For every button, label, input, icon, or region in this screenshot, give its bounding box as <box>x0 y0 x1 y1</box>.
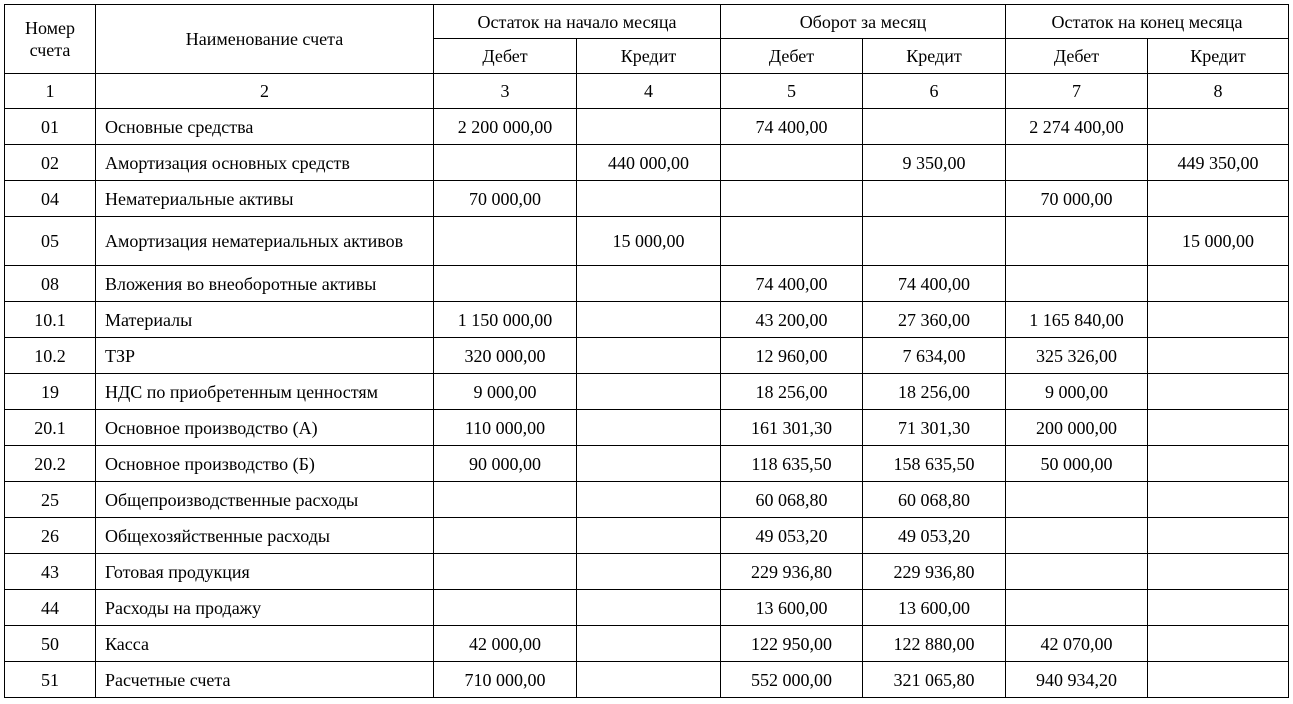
turnover-debit: 49 053,20 <box>721 518 863 554</box>
turnover-credit: 18 256,00 <box>863 374 1006 410</box>
account-code: 04 <box>5 181 96 217</box>
header-row-column-numbers <box>5 74 1289 109</box>
account-name: Расходы на продажу <box>96 590 434 626</box>
account-name: Общепроизводственные расходы <box>96 482 434 518</box>
header-turnover: Оборот за месяц <box>721 5 1006 39</box>
closing-debit <box>1006 145 1148 181</box>
turnover-credit: 49 053,20 <box>863 518 1006 554</box>
opening-credit <box>577 181 721 217</box>
closing-debit <box>1006 590 1148 626</box>
table-row <box>5 109 1289 145</box>
closing-debit <box>1006 554 1148 590</box>
table-row <box>5 217 1289 266</box>
header-opening-debit: Дебет <box>434 39 577 74</box>
opening-debit <box>434 554 577 590</box>
closing-credit <box>1148 109 1289 145</box>
closing-credit <box>1148 302 1289 338</box>
account-name: Основное производство (А) <box>96 410 434 446</box>
account-code: 20.2 <box>5 446 96 482</box>
opening-debit: 2 200 000,00 <box>434 109 577 145</box>
closing-debit: 200 000,00 <box>1006 410 1148 446</box>
opening-debit <box>434 266 577 302</box>
table-row <box>5 410 1289 446</box>
column-number: 2 <box>96 74 434 109</box>
account-code: 02 <box>5 145 96 181</box>
header-turnover-credit: Кредит <box>863 39 1006 74</box>
turnover-credit <box>863 181 1006 217</box>
turnover-credit: 71 301,30 <box>863 410 1006 446</box>
closing-credit <box>1148 590 1289 626</box>
closing-debit: 70 000,00 <box>1006 181 1148 217</box>
account-code: 44 <box>5 590 96 626</box>
turnover-credit: 60 068,80 <box>863 482 1006 518</box>
table-body <box>5 109 1289 698</box>
opening-credit <box>577 554 721 590</box>
column-number: 1 <box>5 74 96 109</box>
column-number: 3 <box>434 74 577 109</box>
table-row <box>5 338 1289 374</box>
closing-debit: 1 165 840,00 <box>1006 302 1148 338</box>
account-code: 20.1 <box>5 410 96 446</box>
closing-credit <box>1148 338 1289 374</box>
opening-debit <box>434 518 577 554</box>
opening-credit <box>577 626 721 662</box>
header-row-groups <box>5 5 1289 39</box>
table-row <box>5 266 1289 302</box>
turnover-credit: 7 634,00 <box>863 338 1006 374</box>
closing-credit <box>1148 626 1289 662</box>
header-account-number: Номер счета <box>5 5 96 74</box>
column-number: 6 <box>863 74 1006 109</box>
closing-debit: 50 000,00 <box>1006 446 1148 482</box>
opening-debit <box>434 482 577 518</box>
closing-debit <box>1006 266 1148 302</box>
opening-credit <box>577 518 721 554</box>
opening-credit <box>577 446 721 482</box>
table-row <box>5 518 1289 554</box>
closing-credit <box>1148 662 1289 698</box>
account-name: Основное производство (Б) <box>96 446 434 482</box>
table-row <box>5 302 1289 338</box>
closing-credit: 449 350,00 <box>1148 145 1289 181</box>
turnover-debit: 13 600,00 <box>721 590 863 626</box>
turnover-debit: 74 400,00 <box>721 109 863 145</box>
closing-credit <box>1148 266 1289 302</box>
turnover-credit: 74 400,00 <box>863 266 1006 302</box>
opening-credit <box>577 266 721 302</box>
closing-debit: 9 000,00 <box>1006 374 1148 410</box>
table-row <box>5 626 1289 662</box>
account-code: 51 <box>5 662 96 698</box>
account-name: Амортизация основных средств <box>96 145 434 181</box>
turnover-credit: 13 600,00 <box>863 590 1006 626</box>
turnover-debit: 60 068,80 <box>721 482 863 518</box>
account-name: Основные средства <box>96 109 434 145</box>
closing-debit: 325 326,00 <box>1006 338 1148 374</box>
column-number: 5 <box>721 74 863 109</box>
table-row <box>5 374 1289 410</box>
closing-credit <box>1148 410 1289 446</box>
account-name: Материалы <box>96 302 434 338</box>
closing-debit: 42 070,00 <box>1006 626 1148 662</box>
opening-debit <box>434 590 577 626</box>
turnover-debit: 118 635,50 <box>721 446 863 482</box>
header-closing-credit: Кредит <box>1148 39 1289 74</box>
turnover-debit <box>721 181 863 217</box>
opening-credit <box>577 338 721 374</box>
account-code: 43 <box>5 554 96 590</box>
table-row <box>5 482 1289 518</box>
table-row <box>5 181 1289 217</box>
account-code: 10.1 <box>5 302 96 338</box>
turnover-credit: 122 880,00 <box>863 626 1006 662</box>
turnover-debit <box>721 145 863 181</box>
trial-balance-table <box>4 4 1289 698</box>
closing-credit <box>1148 518 1289 554</box>
column-number: 7 <box>1006 74 1148 109</box>
account-name: ТЗР <box>96 338 434 374</box>
opening-debit <box>434 217 577 266</box>
opening-debit: 9 000,00 <box>434 374 577 410</box>
account-code: 08 <box>5 266 96 302</box>
opening-debit: 320 000,00 <box>434 338 577 374</box>
opening-debit: 1 150 000,00 <box>434 302 577 338</box>
opening-credit: 440 000,00 <box>577 145 721 181</box>
closing-credit <box>1148 482 1289 518</box>
account-name: Нематериальные активы <box>96 181 434 217</box>
opening-credit <box>577 302 721 338</box>
header-closing-debit: Дебет <box>1006 39 1148 74</box>
turnover-debit <box>721 217 863 266</box>
closing-debit: 2 274 400,00 <box>1006 109 1148 145</box>
turnover-debit: 229 936,80 <box>721 554 863 590</box>
header-account-name: Наименование счета <box>96 5 434 74</box>
account-name: Касса <box>96 626 434 662</box>
opening-credit: 15 000,00 <box>577 217 721 266</box>
opening-debit: 42 000,00 <box>434 626 577 662</box>
table-row <box>5 554 1289 590</box>
closing-debit <box>1006 518 1148 554</box>
turnover-credit <box>863 109 1006 145</box>
turnover-debit: 12 960,00 <box>721 338 863 374</box>
closing-credit <box>1148 554 1289 590</box>
closing-debit <box>1006 482 1148 518</box>
header-opening-credit: Кредит <box>577 39 721 74</box>
header-opening-balance: Остаток на начало месяца <box>434 5 721 39</box>
header-closing-balance: Остаток на конец месяца <box>1006 5 1289 39</box>
column-number: 4 <box>577 74 721 109</box>
account-name: Готовая продукция <box>96 554 434 590</box>
table-row <box>5 446 1289 482</box>
account-code: 50 <box>5 626 96 662</box>
account-code: 10.2 <box>5 338 96 374</box>
account-code: 25 <box>5 482 96 518</box>
account-name: НДС по приобретенным ценностям <box>96 374 434 410</box>
opening-credit <box>577 590 721 626</box>
opening-credit <box>577 410 721 446</box>
opening-credit <box>577 662 721 698</box>
opening-debit <box>434 145 577 181</box>
opening-debit: 710 000,00 <box>434 662 577 698</box>
account-name: Вложения во внеоборотные активы <box>96 266 434 302</box>
turnover-debit: 43 200,00 <box>721 302 863 338</box>
account-code: 26 <box>5 518 96 554</box>
table-row <box>5 145 1289 181</box>
closing-credit: 15 000,00 <box>1148 217 1289 266</box>
turnover-debit: 122 950,00 <box>721 626 863 662</box>
closing-debit <box>1006 217 1148 266</box>
account-name: Амортизация нематериальных активов <box>96 217 434 266</box>
account-name: Общехозяйственные расходы <box>96 518 434 554</box>
opening-debit: 90 000,00 <box>434 446 577 482</box>
account-code: 01 <box>5 109 96 145</box>
closing-credit <box>1148 446 1289 482</box>
column-number: 8 <box>1148 74 1289 109</box>
closing-credit <box>1148 374 1289 410</box>
opening-debit: 70 000,00 <box>434 181 577 217</box>
turnover-debit: 74 400,00 <box>721 266 863 302</box>
turnover-credit: 321 065,80 <box>863 662 1006 698</box>
header-turnover-debit: Дебет <box>721 39 863 74</box>
opening-credit <box>577 374 721 410</box>
turnover-debit: 18 256,00 <box>721 374 863 410</box>
account-code: 05 <box>5 217 96 266</box>
opening-credit <box>577 109 721 145</box>
table-row <box>5 662 1289 698</box>
turnover-credit: 158 635,50 <box>863 446 1006 482</box>
turnover-credit: 27 360,00 <box>863 302 1006 338</box>
closing-debit: 940 934,20 <box>1006 662 1148 698</box>
account-name: Расчетные счета <box>96 662 434 698</box>
turnover-debit: 161 301,30 <box>721 410 863 446</box>
account-code: 19 <box>5 374 96 410</box>
opening-debit: 110 000,00 <box>434 410 577 446</box>
turnover-credit: 229 936,80 <box>863 554 1006 590</box>
turnover-credit: 9 350,00 <box>863 145 1006 181</box>
opening-credit <box>577 482 721 518</box>
closing-credit <box>1148 181 1289 217</box>
table-row <box>5 590 1289 626</box>
turnover-credit <box>863 217 1006 266</box>
turnover-debit: 552 000,00 <box>721 662 863 698</box>
